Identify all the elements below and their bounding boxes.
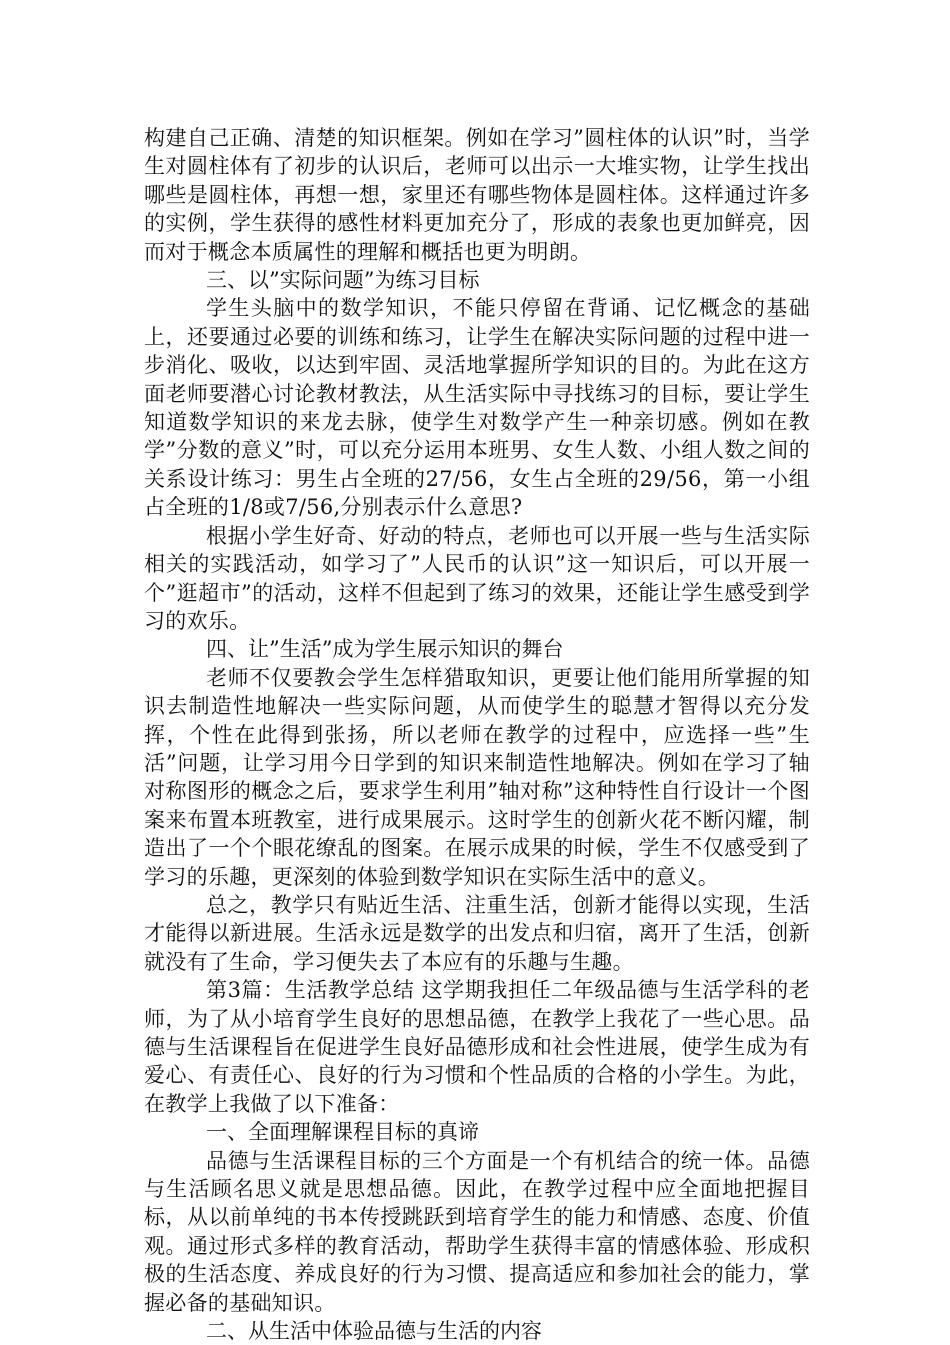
body-paragraph: 学生头脑中的数学知识，不能只停留在背诵、记忆概念的基础上，还要通过必要的训练和练习，让学生在解决实际问题的过程中进一步消化、吸收，以达到牢固、灵活地掌握所学知识的目的。为此在这方面老师要潜心讨论教材教法，从生活实际中寻找练习的目标，要让学生知道数学知识的来龙去脉，使学生对数学产生一种亲切感。例如在教学”分数的意义”时，可以充分运用本班男、女生人数、小组人数之间的关系设计练习：男生占全班的27/56，女生占全班的29/56，第一小组占全班的1/8或7/56,分别表示什么意思? (144, 296, 810, 520)
section-heading: 四、让”生活”成为学生展示知识的舞台 (206, 637, 564, 662)
section-heading: 一、全面理解课程目标的真谛 (206, 1120, 479, 1145)
body-paragraph: 老师不仅要教会学生怎样猎取知识，更要让他们能用所掌握的知识去制造性地解决一些实际问题，从而使学生的聪慧才智得以充分发挥，个性在此得到张扬，所以老师在教学的过程中，应选择一些”生活”问题，让学习用今日学到的知识来制造性地解决。例如在学习了轴对称图形的概念之后，要求学生利用”轴对称”这种特性自行设计一个图案来布置本班教室，进行成果展示。这时学生的创新火花不断闪耀，制造出了一个个眼花缭乱的图案。在展示成果的时候，学生不仅感受到了学习的乐趣，更深刻的体验到数学知识在实际生活中的意义。 (144, 665, 810, 889)
body-paragraph: 第3篇：生活教学总结 这学期我担任二年级品德与生活学科的老师，为了从小培育学生良好的思想品德，在教学上我花了一些心思。品德与生活课程旨在促进学生良好品德形成和社会性进展，使学生成为有爱心、有责任心、良好的行为习惯和个性品质的合格的小学生。为此，在教学上我做了以下准备： (144, 978, 810, 1116)
section-heading: 二、从生活中体验品德与生活的内容 (206, 1319, 542, 1344)
body-paragraph: 根据小学生好奇、好动的特点，老师也可以开展一些与生活实际相关的实践活动，如学习了”人民币的认识”这一知识后，可以开展一个”逛超市”的活动，这样不但起到了练习的效果，还能让学生感受到学习的欢乐。 (144, 523, 810, 633)
section-heading: 三、以”实际问题”为练习目标 (206, 268, 480, 293)
body-paragraph: 品德与生活课程目标的三个方面是一个有机结合的统一体。品德与生活顾名思义就是思想品德。因此，在教学过程中应全面地把握目标，从以前单纯的书本传授跳跃到培育学生的能力和情感、态度、价值观。通过形式多样的教育活动，帮助学生获得丰富的情感体验、形成积极的生活态度、养成良好的行为习惯、提高适应和参加社会的能力，掌握必备的基础知识。 (144, 1148, 810, 1315)
body-paragraph: 总之，教学只有贴近生活、注重生活，创新才能得以实现，生活才能得以新进展。生活永远是数学的出发点和归宿，离开了生活，创新就没有了生命，学习便失去了本应有的乐趣与生趣。 (144, 892, 810, 974)
body-paragraph: 构建自己正确、清楚的知识框架。例如在学习”圆柱体的认识”时，当学生对圆柱体有了初步的认识后，老师可以出示一大堆实物，让学生找出哪些是圆柱体，再想一想，家里还有哪些物体是圆柱体。这样通过许多的实例，学生获得的感性材料更加充分了，形成的表象也更加鲜亮，因而对于概念本质属性的理解和概括也更为明朗。 (144, 126, 810, 264)
